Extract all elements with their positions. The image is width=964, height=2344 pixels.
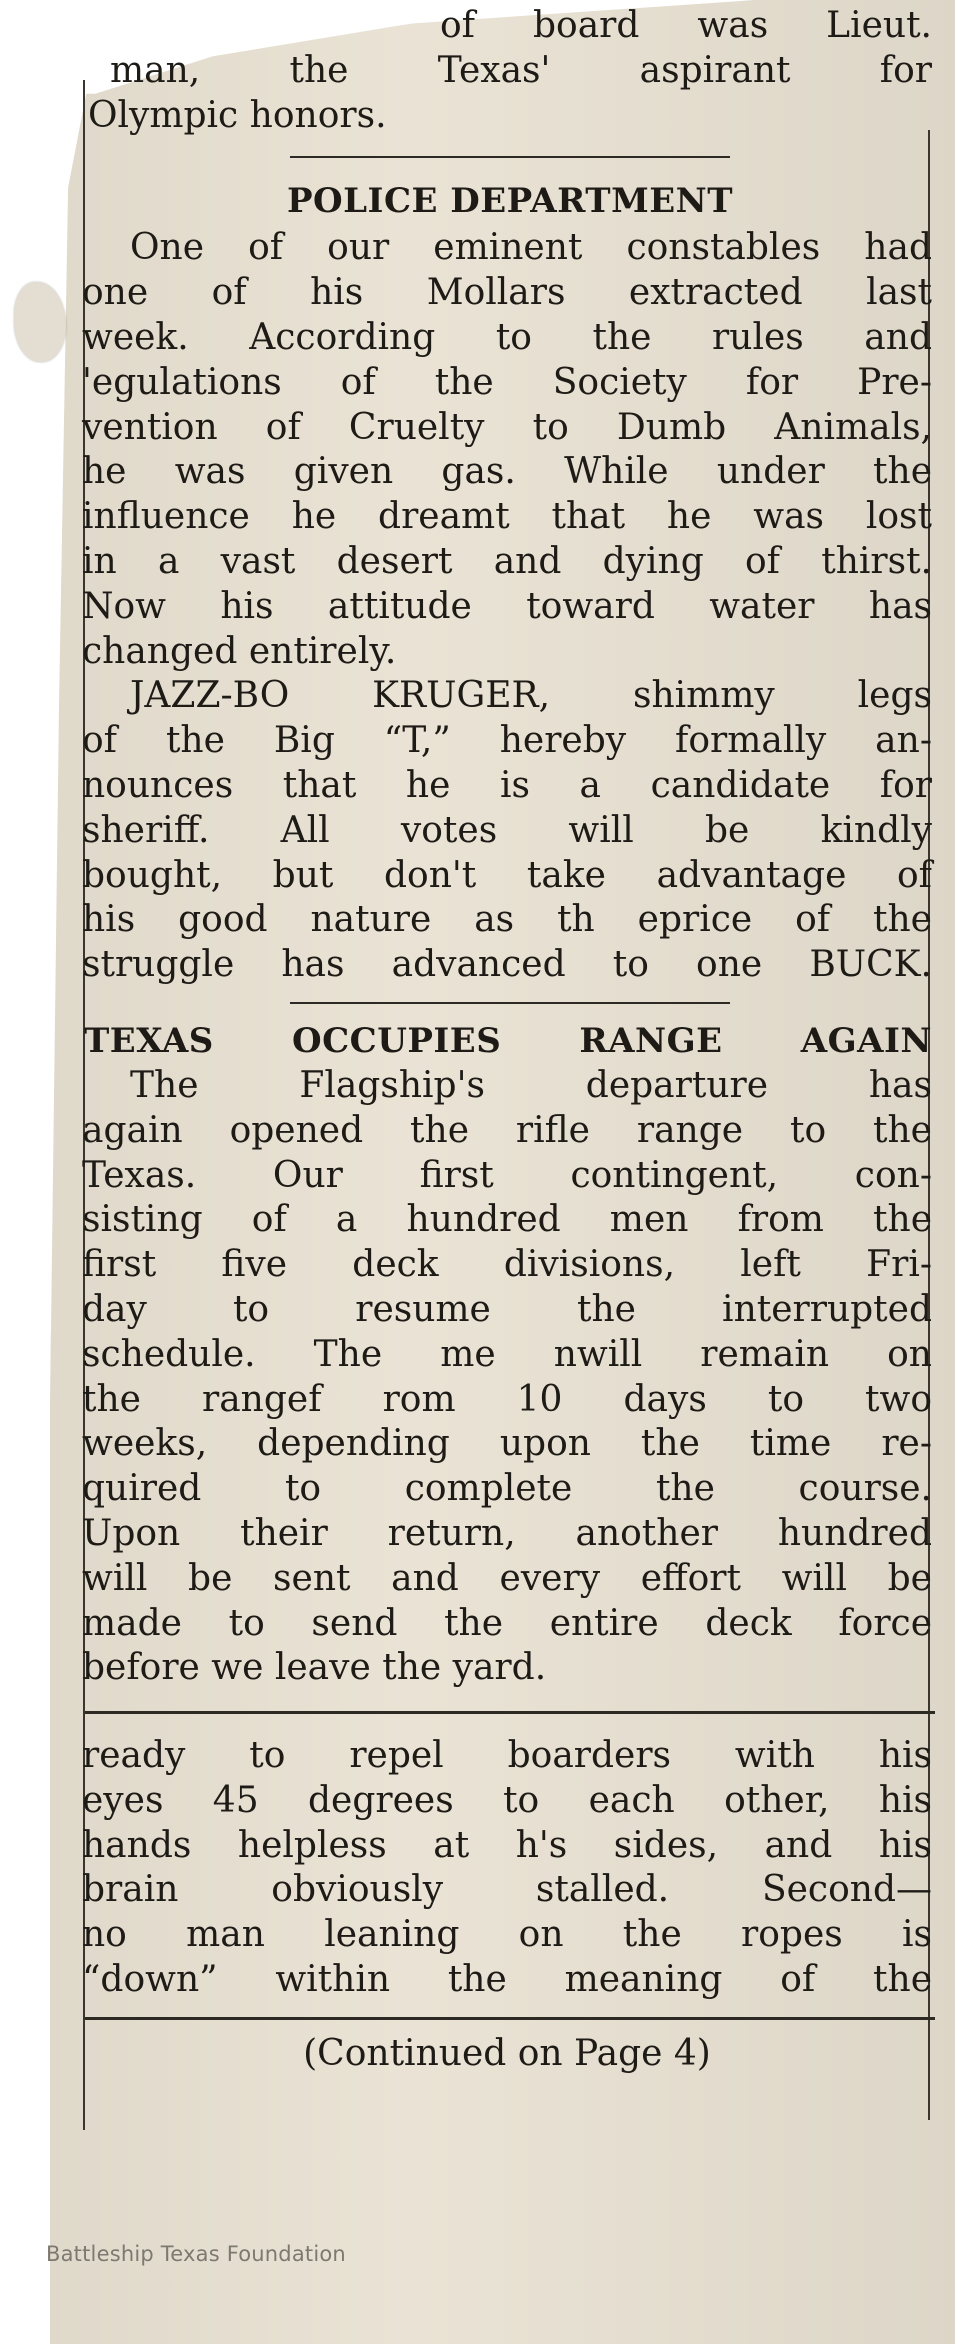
text-line: of board was Lieut.: [440, 5, 932, 46]
text-line: bought, but don't take advantage of: [82, 854, 932, 896]
text-line: hands helpless at h's sides, and his: [82, 1824, 932, 1866]
text-line: one of his Mollars extracted last: [82, 272, 932, 314]
text-line: eyes 45 degrees to each other, his: [82, 1779, 932, 1821]
section-heading: TEXAS OCCUPIES RANGE AGAIN: [84, 1020, 932, 1061]
text-line: 'egulations of the Society for Pre-: [82, 361, 932, 403]
texas-paragraph: [80, 1064, 940, 1691]
text-line: nounces that he is a candidate for: [82, 764, 932, 806]
text-line: sisting of a hundred men from the: [82, 1199, 932, 1241]
section-divider: [85, 2017, 935, 2020]
text-line: sheriff. All votes will be kindly: [82, 809, 932, 851]
text-line: One of our eminent constables had: [130, 227, 932, 269]
section-divider: [290, 156, 730, 158]
text-line: schedule. The me nwill remain on: [82, 1333, 932, 1375]
text-line: struggle has advanced to one BUCK.: [82, 944, 932, 986]
continued-notice: (Continued on Page 4): [303, 2032, 711, 2074]
text-line: his good nature as th eprice of the: [82, 899, 932, 941]
text-line: ready to repel boarders with his: [82, 1735, 932, 1777]
text-line: Upon their return, another hundred: [82, 1512, 932, 1554]
texas-section: [80, 1018, 940, 1691]
text-line: weeks, depending upon the time re-: [82, 1423, 932, 1465]
text-line: man, the Texas' aspirant for: [110, 49, 932, 91]
text-line: Olympic honors.: [88, 94, 387, 136]
text-line: before we leave the yard.: [82, 1647, 547, 1689]
intro-fragment: [80, 0, 940, 138]
text-line: vention of Cruelty to Dumb Animals,: [82, 406, 932, 448]
article-column: [80, 0, 940, 2077]
torn-paper-edge: [14, 282, 66, 362]
text-line: he was given gas. While under the: [82, 451, 932, 493]
text-line: again opened the rifle range to the: [82, 1109, 932, 1151]
text-line: JAZZ-BO KRUGER, shimmy legs: [130, 675, 932, 717]
section-heading: POLICE DEPARTMENT: [286, 181, 734, 222]
text-line: Texas. Our first contingent, con-: [82, 1154, 932, 1196]
text-line: quired to complete the course.: [82, 1468, 932, 1510]
watermark: Battleship Texas Foundation: [46, 2242, 346, 2266]
section-divider: [85, 1711, 935, 1714]
text-line: week. According to the rules and: [82, 316, 932, 358]
police-section: [80, 178, 940, 988]
boxing-section: [80, 1734, 940, 2003]
text-line: made to send the entire deck force: [82, 1602, 932, 1644]
police-paragraph: [80, 226, 940, 988]
text-line: of the Big “T,” hereby formally an-: [82, 720, 932, 762]
text-line: “down” within the meaning of the: [82, 1959, 932, 2001]
text-line: no man leaning on the ropes is: [82, 1914, 932, 1956]
text-line: first five deck divisions, left Fri-: [82, 1244, 932, 1286]
text-line: The Flagship's departure has: [130, 1064, 932, 1106]
text-line: changed entirely.: [82, 630, 397, 672]
text-line: influence he dreamt that he was lost: [82, 496, 932, 538]
section-divider: [290, 1002, 730, 1004]
text-line: in a vast desert and dying of thirst.: [82, 540, 932, 582]
text-line: brain obviously stalled. Second—: [82, 1869, 932, 1911]
text-line: day to resume the interrupted: [82, 1288, 932, 1330]
text-line: Now his attitude toward water has: [82, 585, 932, 627]
text-line: will be sent and every effort will be: [82, 1557, 932, 1599]
text-line: the rangef rom 10 days to two: [82, 1378, 932, 1420]
